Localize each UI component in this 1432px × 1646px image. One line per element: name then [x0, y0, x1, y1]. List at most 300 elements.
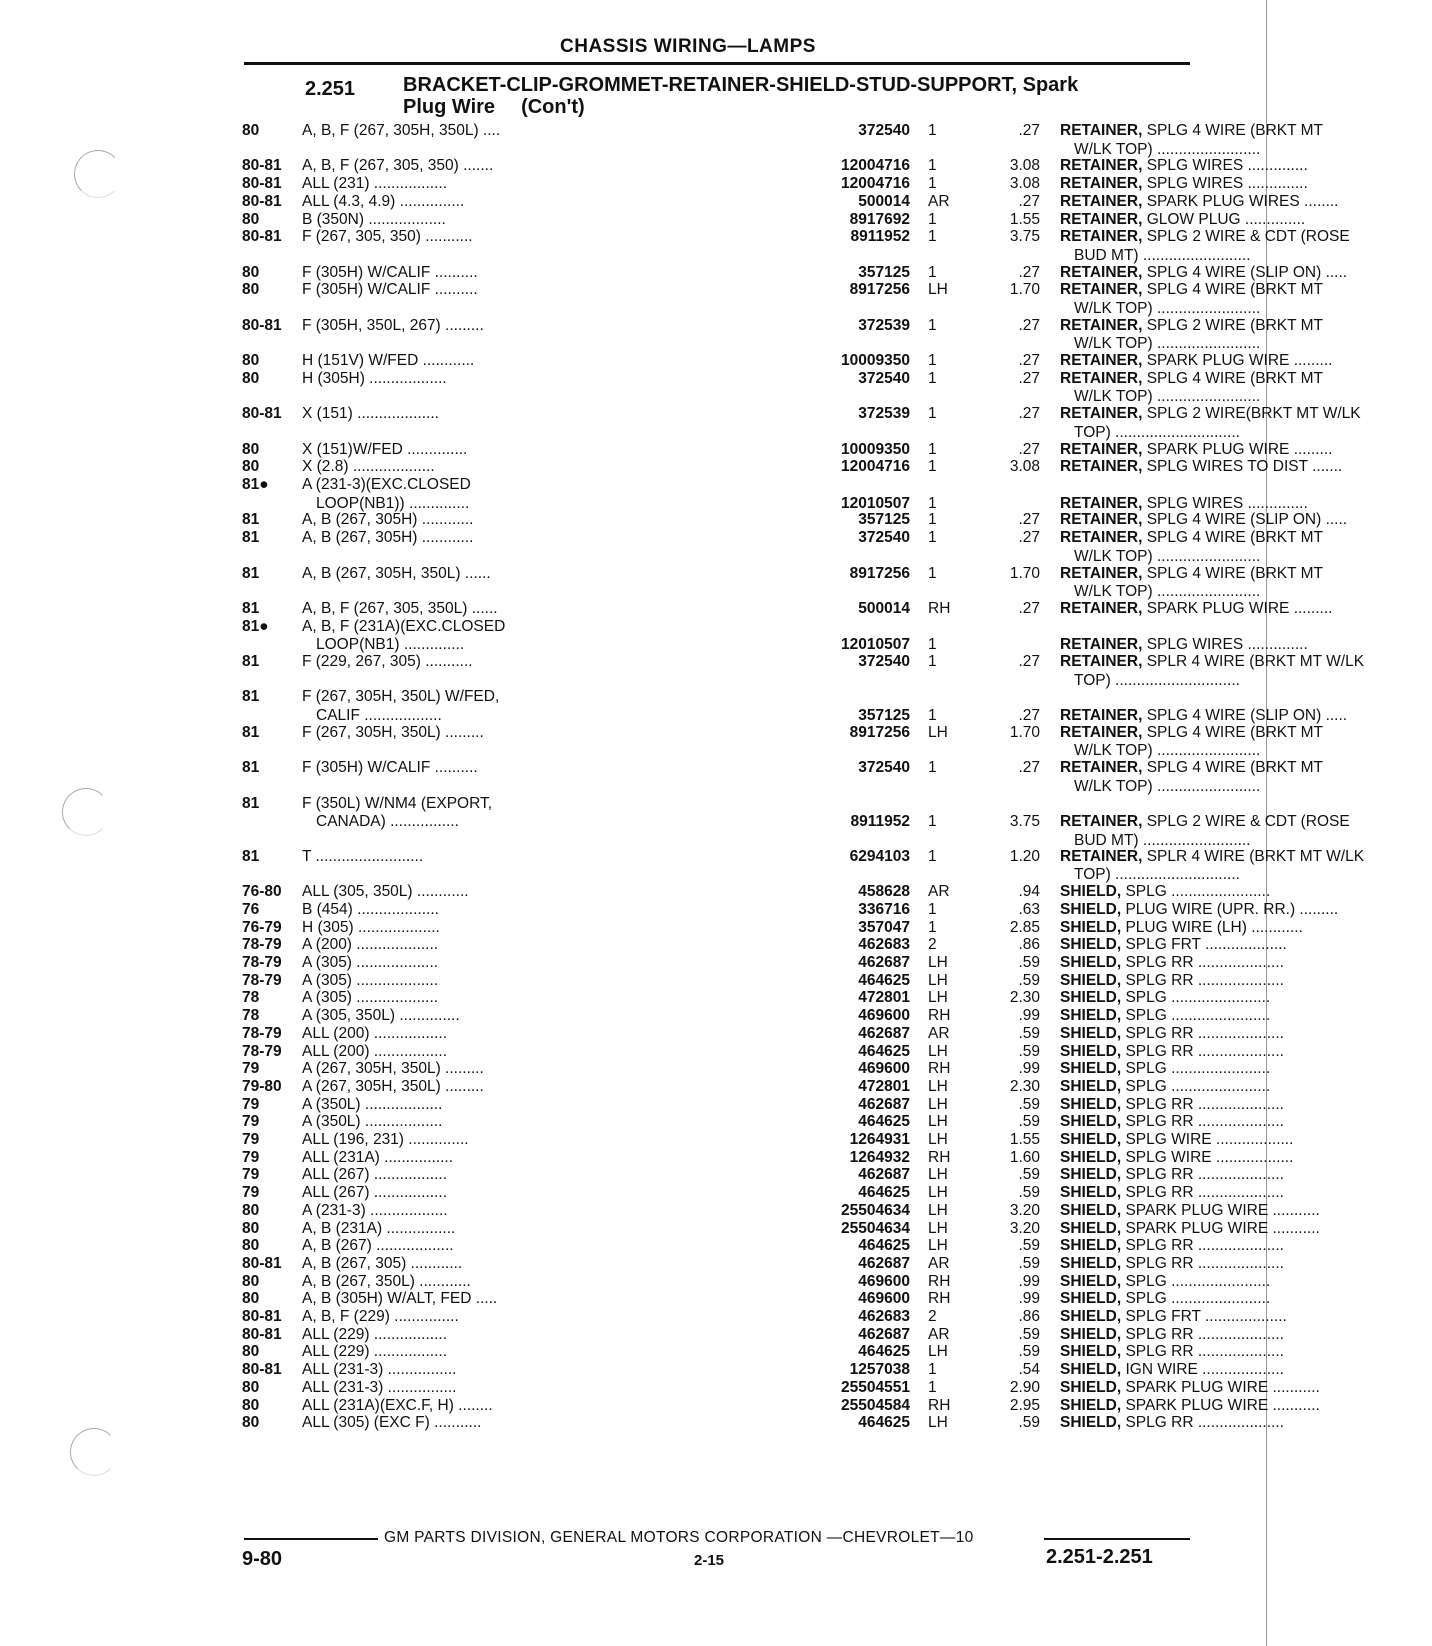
price: .59	[1018, 1166, 1040, 1184]
description-text: SPLG WIRES ..............	[1146, 175, 1308, 193]
description	[1060, 122, 1432, 159]
description-keyword: RETAINER,	[1060, 157, 1143, 175]
description	[1060, 848, 1432, 885]
description	[1060, 441, 1432, 460]
price: 3.08	[1009, 175, 1040, 193]
part-number: 372539	[858, 405, 910, 423]
description	[1060, 281, 1432, 318]
description-keyword: SHIELD,	[1060, 954, 1122, 972]
description-text: SPLG .......................	[1125, 989, 1271, 1007]
model-year: 79	[242, 1148, 260, 1166]
description-keyword: RETAINER,	[1060, 723, 1143, 741]
part-number: 462687	[858, 1325, 910, 1343]
application: A, B (267, 305H, 350L) ......	[302, 564, 491, 582]
punch-hole	[74, 150, 122, 198]
model-year: 80	[242, 1378, 260, 1396]
section-title-line1: BRACKET-CLIP-GROMMET-RETAINER-SHIELD-STUD-SUPPORT, Spark	[403, 74, 1079, 96]
price: 1.55	[1009, 210, 1040, 228]
price: .59	[1018, 1237, 1040, 1255]
description	[1060, 157, 1432, 176]
description	[1060, 211, 1432, 230]
description-keyword: RETAINER,	[1060, 263, 1143, 281]
part-number: 1264932	[849, 1148, 910, 1166]
price: .27	[1018, 511, 1040, 529]
application: ALL (200) .................	[302, 1024, 448, 1042]
footer-rule-right	[1044, 1538, 1190, 1540]
part-number: 372540	[858, 369, 910, 387]
application: B (454) ...................	[302, 900, 439, 918]
description-cont: TOP) .............................	[1074, 423, 1240, 441]
price: 3.08	[1009, 458, 1040, 476]
description-keyword: RETAINER,	[1060, 636, 1143, 654]
price: .86	[1018, 1308, 1040, 1326]
description-keyword: RETAINER,	[1060, 494, 1143, 512]
application: F (305H) W/CALIF ..........	[302, 281, 478, 299]
part-number: 1264931	[849, 1131, 910, 1149]
description-keyword: SHIELD,	[1060, 1237, 1122, 1255]
description-cont: BUD MT) .........................	[1074, 246, 1251, 264]
section-title	[403, 74, 1193, 118]
description-text: GLOW PLUG ..............	[1146, 210, 1306, 228]
application: A, B, F (229) ...............	[302, 1308, 459, 1326]
quantity: LH	[928, 1201, 948, 1219]
description-text: SPLG RR ....................	[1125, 1325, 1284, 1343]
description	[1060, 495, 1432, 514]
application: ALL (196, 231) ..............	[302, 1131, 469, 1149]
quantity: LH	[928, 1077, 948, 1095]
application: F (267, 305, 350) ...........	[302, 228, 473, 246]
price: .27	[1018, 529, 1040, 547]
description-text: SPLG 4 WIRE (SLIP ON) .....	[1146, 511, 1348, 529]
price: .59	[1018, 1024, 1040, 1042]
application: ALL (231A) ................	[302, 1148, 454, 1166]
quantity: AR	[928, 192, 950, 210]
price: 1.70	[1009, 281, 1040, 299]
price: 3.75	[1009, 228, 1040, 246]
description	[1060, 1025, 1432, 1044]
description-cont: W/LK TOP) ........................	[1074, 742, 1261, 760]
description-keyword: RETAINER,	[1060, 228, 1143, 246]
description	[1060, 1326, 1432, 1345]
quantity: 1	[928, 759, 937, 777]
description	[1060, 919, 1432, 938]
description-text: SPLG 4 WIRE (BRKT MT	[1146, 529, 1323, 547]
model-year: 81	[242, 759, 260, 777]
application: A (350L) ..................	[302, 1095, 443, 1113]
model-year: 79	[242, 1131, 260, 1149]
price: 2.90	[1009, 1378, 1040, 1396]
model-year: 80-81	[242, 1308, 282, 1326]
description-text: SPARK PLUG WIRES ........	[1146, 192, 1339, 210]
description	[1060, 1343, 1432, 1362]
part-number: 469600	[858, 1007, 910, 1025]
description-text: SPLG RR ....................	[1125, 1113, 1284, 1131]
description-cont: W/LK TOP) ........................	[1074, 388, 1261, 406]
part-number: 372540	[858, 653, 910, 671]
description-text: SPLG RR ....................	[1125, 1414, 1284, 1432]
description-text: SPLG 4 WIRE (SLIP ON) .....	[1146, 707, 1348, 725]
footer-date: 9-80	[242, 1548, 283, 1570]
application: A, B (231A) ................	[302, 1219, 456, 1237]
part-number: 25504634	[841, 1201, 910, 1219]
description-text: SPLG 4 WIRE (SLIP ON) .....	[1146, 263, 1348, 281]
description-text: SPLG RR ....................	[1125, 1184, 1284, 1202]
description-keyword: RETAINER,	[1060, 653, 1143, 671]
description	[1060, 901, 1432, 920]
model-year: 79	[242, 1060, 260, 1078]
model-year: 81	[242, 653, 260, 671]
application: F (305H) W/CALIF ..........	[302, 759, 478, 777]
quantity: RH	[928, 1272, 951, 1290]
description	[1060, 1273, 1432, 1292]
quantity: 1	[928, 494, 937, 512]
part-number: 462683	[858, 1308, 910, 1326]
part-number: 462687	[858, 954, 910, 972]
description-text: SPLG FRT ...................	[1125, 1308, 1287, 1326]
application: A, B (267, 305H) ............	[302, 511, 474, 529]
model-year: 78	[242, 989, 260, 1007]
quantity: 1	[928, 263, 937, 281]
quantity: 2	[928, 1308, 937, 1326]
price: 1.60	[1009, 1148, 1040, 1166]
model-year: 78-79	[242, 1042, 282, 1060]
part-number: 472801	[858, 989, 910, 1007]
model-year: 80-81	[242, 1325, 282, 1343]
description-keyword: RETAINER,	[1060, 281, 1143, 299]
description-keyword: SHIELD,	[1060, 918, 1122, 936]
application: F (267, 305H, 350L) .........	[302, 723, 484, 741]
model-year: 80	[242, 210, 260, 228]
quantity: LH	[928, 1219, 948, 1237]
description-text: SPLG RR ....................	[1125, 954, 1284, 972]
price: 2.30	[1009, 1077, 1040, 1095]
part-number: 500014	[858, 192, 910, 210]
quantity: 1	[928, 175, 937, 193]
price: .99	[1018, 1290, 1040, 1308]
description-text: SPLG 2 WIRE & CDT (ROSE	[1146, 228, 1350, 246]
description	[1060, 1096, 1432, 1115]
model-year: 80	[242, 1290, 260, 1308]
description-keyword: RETAINER,	[1060, 440, 1143, 458]
part-number: 372539	[858, 316, 910, 334]
quantity: 1	[928, 157, 937, 175]
description	[1060, 972, 1432, 991]
application: A, B, F (267, 305, 350L) ......	[302, 599, 498, 617]
part-number: 25504634	[841, 1219, 910, 1237]
application: F (305H, 350L, 267) .........	[302, 316, 484, 334]
part-number: 469600	[858, 1290, 910, 1308]
description-text: PLUG WIRE (LH) ............	[1125, 918, 1303, 936]
model-year: 81●	[242, 617, 269, 635]
model-year: 80-81	[242, 157, 282, 175]
description	[1060, 1202, 1432, 1221]
model-year: 81	[242, 723, 260, 741]
price: .99	[1018, 1060, 1040, 1078]
model-year: 80	[242, 263, 260, 281]
description-keyword: RETAINER,	[1060, 599, 1143, 617]
model-year: 81	[242, 688, 260, 706]
part-number: 462687	[858, 1024, 910, 1042]
application: A, B (267) ..................	[302, 1237, 454, 1255]
description	[1060, 707, 1432, 726]
description	[1060, 1043, 1432, 1062]
part-number: 472801	[858, 1077, 910, 1095]
description-text: SPLG RR ....................	[1125, 1024, 1284, 1042]
model-year: 81	[242, 794, 260, 812]
application: H (305H) ..................	[302, 369, 447, 387]
description	[1060, 636, 1432, 655]
quantity: LH	[928, 281, 948, 299]
description-text: SPLG WIRES ..............	[1146, 636, 1308, 654]
part-number: 500014	[858, 599, 910, 617]
quantity: 1	[928, 636, 937, 654]
description-keyword: SHIELD,	[1060, 1184, 1122, 1202]
model-year: 81●	[242, 476, 269, 494]
description-text: SPLG 2 WIRE (BRKT MT	[1146, 316, 1323, 334]
description	[1060, 370, 1432, 407]
price: .27	[1018, 599, 1040, 617]
application: A (231-3) ..................	[302, 1201, 448, 1219]
quantity: RH	[928, 599, 951, 617]
application-cont: LOOP(NB1) ..............	[316, 636, 465, 654]
description-keyword: SHIELD,	[1060, 1414, 1122, 1432]
description	[1060, 1166, 1432, 1185]
price: .59	[1018, 1095, 1040, 1113]
application: A (267, 305H, 350L) .........	[302, 1077, 484, 1095]
description-keyword: RETAINER,	[1060, 458, 1143, 476]
description-text: SPLG WIRES TO DIST .......	[1146, 458, 1343, 476]
application-cont: LOOP(NB1)) ..............	[316, 494, 470, 512]
model-year: 81	[242, 529, 260, 547]
quantity: 1	[928, 228, 937, 246]
model-year: 76-80	[242, 883, 282, 901]
description	[1060, 317, 1432, 354]
description-keyword: SHIELD,	[1060, 1201, 1122, 1219]
description-keyword: SHIELD,	[1060, 883, 1122, 901]
model-year: 79	[242, 1095, 260, 1113]
price: .59	[1018, 1343, 1040, 1361]
part-number: 462687	[858, 1095, 910, 1113]
quantity: 1	[928, 511, 937, 529]
model-year: 78-79	[242, 971, 282, 989]
description-keyword: SHIELD,	[1060, 1042, 1122, 1060]
punch-hole	[70, 1428, 118, 1476]
quantity: 1	[928, 352, 937, 370]
application: A (231-3)(EXC.CLOSED	[302, 476, 471, 494]
section-title-line2	[403, 96, 1193, 118]
description-keyword: SHIELD,	[1060, 1272, 1122, 1290]
price: .59	[1018, 954, 1040, 972]
quantity: LH	[928, 1343, 948, 1361]
description-text: SPLG .......................	[1125, 1290, 1271, 1308]
model-year: 80-81	[242, 228, 282, 246]
price: .59	[1018, 1254, 1040, 1272]
description	[1060, 1308, 1432, 1327]
description-text: SPLG RR ....................	[1125, 1343, 1284, 1361]
description-text: SPLG 4 WIRE (BRKT MT	[1146, 723, 1323, 741]
description-text: SPLG RR ....................	[1125, 1237, 1284, 1255]
application: ALL (4.3, 4.9) ...............	[302, 192, 465, 210]
section-title-cont: (Con't)	[521, 96, 585, 118]
description-keyword: SHIELD,	[1060, 1077, 1122, 1095]
model-year: 78-79	[242, 936, 282, 954]
application: ALL (229) .................	[302, 1325, 448, 1343]
part-number: 464625	[858, 1414, 910, 1432]
price: .54	[1018, 1361, 1040, 1379]
price: .27	[1018, 440, 1040, 458]
description-keyword: RETAINER,	[1060, 511, 1143, 529]
punch-hole	[62, 788, 110, 836]
description	[1060, 954, 1432, 973]
description-keyword: SHIELD,	[1060, 936, 1122, 954]
description	[1060, 883, 1432, 902]
part-number: 12004716	[841, 157, 910, 175]
quantity: 1	[928, 405, 937, 423]
model-year: 80	[242, 1343, 260, 1361]
model-year: 78-79	[242, 1024, 282, 1042]
description-keyword: RETAINER,	[1060, 405, 1143, 423]
description-keyword: RETAINER,	[1060, 529, 1143, 547]
description-text: SPARK PLUG WIRE .........	[1146, 440, 1333, 458]
description-keyword: SHIELD,	[1060, 1131, 1122, 1149]
application: ALL (267) .................	[302, 1184, 448, 1202]
description	[1060, 1184, 1432, 1203]
description-keyword: SHIELD,	[1060, 1343, 1122, 1361]
model-year: 80	[242, 1272, 260, 1290]
quantity: LH	[928, 1042, 948, 1060]
price: .27	[1018, 192, 1040, 210]
description-text: SPLG WIRE ..................	[1125, 1148, 1294, 1166]
quantity: 1	[928, 653, 937, 671]
model-year: 80	[242, 440, 260, 458]
part-number: 464625	[858, 971, 910, 989]
description-keyword: SHIELD,	[1060, 1254, 1122, 1272]
quantity: AR	[928, 883, 950, 901]
price: 3.08	[1009, 157, 1040, 175]
footer-section-range: 2.251-2.251	[1046, 1546, 1153, 1568]
application: F (305H) W/CALIF ..........	[302, 263, 478, 281]
description-text: SPLG RR ....................	[1125, 1042, 1284, 1060]
description-keyword: RETAINER,	[1060, 175, 1143, 193]
quantity: 2	[928, 936, 937, 954]
description-text: SPARK PLUG WIRE ...........	[1125, 1396, 1320, 1414]
part-number: 10009350	[841, 440, 910, 458]
part-number: 12010507	[841, 494, 910, 512]
price: .59	[1018, 971, 1040, 989]
part-number: 357125	[858, 263, 910, 281]
quantity: 1	[928, 707, 937, 725]
application: A (305) ...................	[302, 971, 439, 989]
description-keyword: RETAINER,	[1060, 352, 1143, 370]
part-number: 10009350	[841, 352, 910, 370]
price: 1.70	[1009, 564, 1040, 582]
description	[1060, 1078, 1432, 1097]
application: ALL (305, 350L) ............	[302, 883, 469, 901]
description-text: SPLG .......................	[1125, 883, 1271, 901]
quantity: 1	[928, 1378, 937, 1396]
application: F (350L) W/NM4 (EXPORT,	[302, 794, 493, 812]
model-year: 80	[242, 369, 260, 387]
description	[1060, 175, 1432, 194]
model-year: 76-79	[242, 918, 282, 936]
quantity: 1	[928, 210, 937, 228]
quantity: LH	[928, 1095, 948, 1113]
description-keyword: SHIELD,	[1060, 1219, 1122, 1237]
description-text: SPLG 4 WIRE (BRKT MT	[1146, 564, 1323, 582]
description-keyword: SHIELD,	[1060, 989, 1122, 1007]
quantity: LH	[928, 1237, 948, 1255]
description	[1060, 405, 1432, 442]
description-text: SPLG WIRE ..................	[1125, 1131, 1294, 1149]
quantity: 1	[928, 847, 937, 865]
quantity: LH	[928, 1113, 948, 1131]
header-rule	[244, 62, 1190, 65]
model-year: 78-79	[242, 954, 282, 972]
description	[1060, 228, 1432, 265]
part-number: 1257038	[849, 1361, 910, 1379]
application: X (151)W/FED ..............	[302, 440, 468, 458]
quantity: RH	[928, 1148, 951, 1166]
description-keyword: SHIELD,	[1060, 1148, 1122, 1166]
price: .59	[1018, 1184, 1040, 1202]
quantity: 1	[928, 458, 937, 476]
application: ALL (267) .................	[302, 1166, 448, 1184]
price: .99	[1018, 1272, 1040, 1290]
description-text: SPLG WIRES ..............	[1146, 494, 1308, 512]
description	[1060, 193, 1432, 212]
application: ALL (305) (EXC F) ...........	[302, 1414, 482, 1432]
description-keyword: SHIELD,	[1060, 971, 1122, 989]
quantity: 1	[928, 440, 937, 458]
price: .27	[1018, 316, 1040, 334]
part-number: 464625	[858, 1184, 910, 1202]
quantity: LH	[928, 1131, 948, 1149]
description-text: SPLG 4 WIRE (BRKT MT	[1146, 281, 1323, 299]
quantity: RH	[928, 1396, 951, 1414]
application: H (305) ...................	[302, 918, 440, 936]
description	[1060, 759, 1432, 796]
part-number: 469600	[858, 1272, 910, 1290]
description-keyword: RETAINER,	[1060, 316, 1143, 334]
description-keyword: RETAINER,	[1060, 564, 1143, 582]
model-year: 81	[242, 847, 260, 865]
description	[1060, 1414, 1432, 1433]
model-year: 81	[242, 599, 260, 617]
quantity: AR	[928, 1325, 950, 1343]
application: ALL (200) .................	[302, 1042, 448, 1060]
description-text: SPLG .......................	[1125, 1060, 1271, 1078]
application: ALL (231) .................	[302, 175, 448, 193]
price: .27	[1018, 707, 1040, 725]
part-number: 8917692	[849, 210, 910, 228]
model-year: 80-81	[242, 192, 282, 210]
price: 2.85	[1009, 918, 1040, 936]
description-cont: W/LK TOP) ........................	[1074, 335, 1261, 353]
description-cont: W/LK TOP) ........................	[1074, 777, 1261, 795]
price: 1.70	[1009, 723, 1040, 741]
part-number: 458628	[858, 883, 910, 901]
description-text: SPLG WIRES ..............	[1146, 157, 1308, 175]
description	[1060, 458, 1432, 477]
price: .94	[1018, 883, 1040, 901]
description-text: SPLG 4 WIRE (BRKT MT	[1146, 759, 1323, 777]
description-keyword: SHIELD,	[1060, 1024, 1122, 1042]
description-keyword: RETAINER,	[1060, 122, 1143, 139]
description-text: SPLG 4 WIRE (BRKT MT	[1146, 122, 1323, 139]
model-year: 80	[242, 281, 260, 299]
quantity: LH	[928, 989, 948, 1007]
footer-page-number: 2-15	[694, 1552, 725, 1569]
